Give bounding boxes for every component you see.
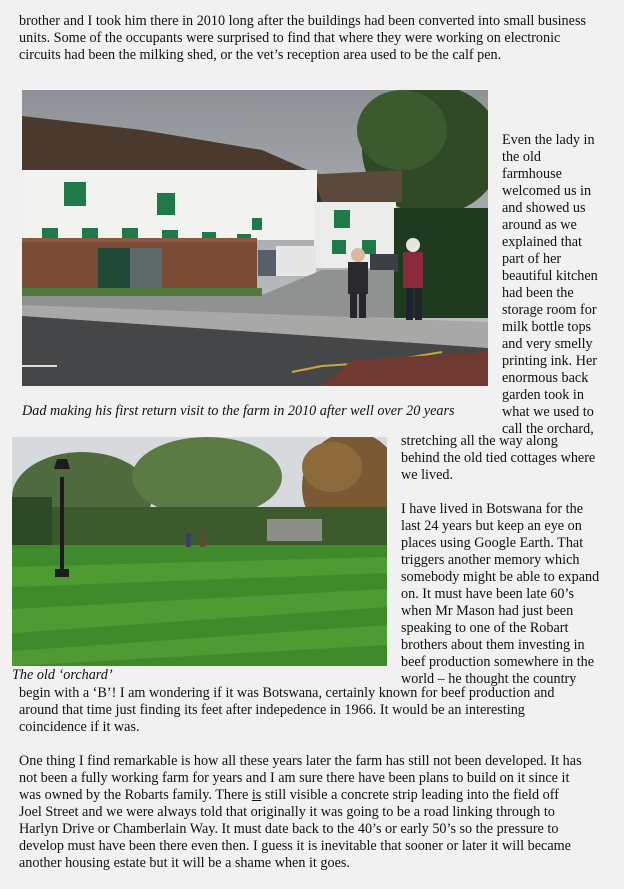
side-line: garden took in	[502, 387, 584, 403]
side-column-text	[502, 132, 598, 438]
intro-line: brother and I took him there in 2010 long after the buildings had been converted into small business	[19, 13, 586, 29]
farm-buildings-photo	[22, 90, 488, 386]
side-line: call the orchard,	[502, 421, 594, 437]
side-line: explained that	[502, 234, 582, 250]
mid-line: we lived.	[401, 467, 454, 483]
final-line-part: still visible a concrete strip leading into the field off	[261, 787, 559, 803]
mid-line: I have lived in Botswana for the	[401, 501, 584, 517]
mid-line: brothers about them investing in	[401, 637, 585, 653]
mid-line: last 24 years but keep an eye on	[401, 518, 582, 534]
side-line: storage room for	[502, 302, 597, 318]
side-line: around as we	[502, 217, 577, 233]
mid-line: triggers another memory which	[401, 552, 580, 568]
mid-line: speaking to one of the Robart	[401, 620, 569, 636]
side-line: and showed us	[502, 200, 586, 216]
final-line: develop must have been there even then. I guess it is inevitable that sooner or later it will became	[19, 838, 571, 854]
side-line: and very smelly	[502, 336, 593, 352]
mid-line: places using Google Earth. That	[401, 535, 584, 551]
side-line: farmhouse	[502, 166, 562, 182]
underlined-word: is	[251, 787, 262, 803]
final-line: One thing I find remarkable is how all these years later the farm has still not been developed. It has	[19, 753, 582, 769]
intro-line: units. Some of the occupants were surprised to find that where they were working on electronic	[19, 30, 561, 46]
final-paragraph	[19, 753, 582, 872]
orchard-photo	[12, 437, 387, 666]
photo2-caption: The old ‘orchard’	[12, 667, 113, 683]
side-line: welcomed us in	[502, 183, 592, 199]
continuation-line: coincidence if it was.	[19, 719, 140, 735]
intro-line: circuits had been the milking shed, or the vet’s reception area used to be the calf pen.	[19, 47, 502, 63]
final-line: another housing estate but it will be a shame when it goes.	[19, 855, 350, 871]
side-line: beautiful kitchen	[502, 268, 598, 284]
intro-paragraph	[19, 13, 586, 64]
continuation-paragraph	[19, 685, 554, 736]
mid-line: stretching all the way along	[401, 433, 558, 449]
continuation-line: around that time just finding its feet after indepedence in 1966. It would be an interesting	[19, 702, 525, 718]
side-line: Even the lady in	[502, 132, 595, 148]
final-line: Joel Street and we were always told that originally it was going to be a road linking through to	[19, 804, 555, 820]
final-line: Harlyn Drive or Chamberlain Way. It must date back to the 40’s or early 50’s so the pressure to	[19, 821, 559, 837]
final-line: not been a fully working farm for years and I am sure there have been plans to build on it since it	[19, 770, 570, 786]
continuation-line: begin with a ‘B’! I am wondering if it was Botswana, certainly known for beef production and	[19, 685, 555, 701]
side-line: part of her	[502, 251, 562, 267]
side-line: printing ink. Her	[502, 353, 597, 369]
side-line: milk bottle tops	[502, 319, 592, 335]
mid-line: on. It must have been late 60’s	[401, 586, 574, 602]
photo1-caption: Dad making his first return visit to the farm in 2010 after well over 20 years	[22, 403, 455, 419]
final-line-part: was owned by the Robarts family. There	[19, 787, 252, 803]
side-line: the old	[502, 149, 542, 165]
mid-line: beef production somewhere in the	[401, 654, 595, 670]
mid-line	[401, 484, 599, 501]
side-line: enormous back	[502, 370, 589, 386]
mid-line: when Mr Mason had just been	[401, 603, 574, 619]
mid-line: behind the old tied cottages where	[401, 450, 596, 466]
mid-line: somebody might be able to expand	[401, 569, 600, 585]
side-line: had been the	[502, 285, 574, 301]
mid-line: world – he thought the country	[401, 671, 577, 687]
mid-column-text	[401, 433, 599, 688]
final-line	[19, 787, 582, 804]
side-line: what we used to	[502, 404, 594, 420]
